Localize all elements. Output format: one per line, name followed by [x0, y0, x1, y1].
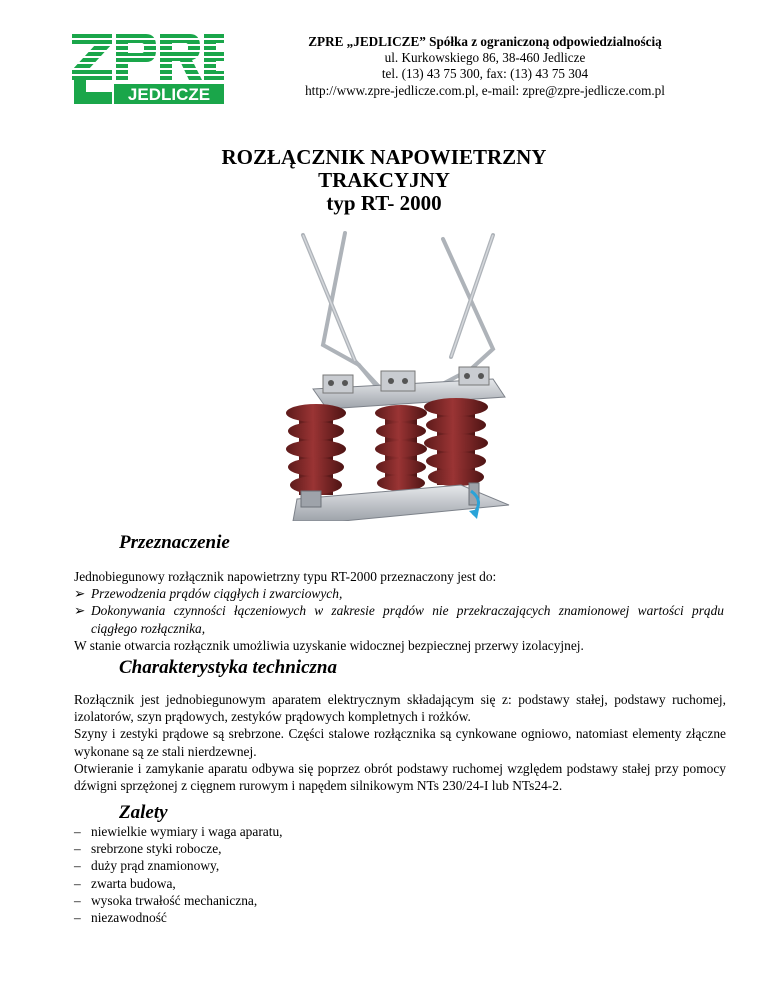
section-heading-zalety: Zalety [119, 802, 168, 823]
company-web[interactable]: http://www.zpre-jedlicze.com.pl, e-mail: zpre@zpre-jedlicze.com.pl [305, 82, 665, 98]
dash-bullet-icon: – [74, 841, 81, 857]
list-item: – duży prąd znamionowy, [74, 858, 220, 874]
company-header [250, 34, 720, 99]
dash-bullet-icon: – [74, 858, 81, 874]
list-item: ➢ Dokonywania czynności łączeniowych w zakresie prądów nie przekraczających znamionowej wartości prądu ciągłego rozłącznika, [74, 603, 724, 636]
list-item: – niewielkie wymiary i waga aparatu, [74, 824, 283, 839]
charakterystyka-paragraph: Rozłącznik jest jednobiegunowym aparatem elektrycznym składającym się z: podstawy stałej, podstawy ruchomej, izolatorów, szyn prądowych, zestyków prądowych kompletnych i rożków. [74, 692, 726, 725]
dash-bullet-icon: – [74, 892, 81, 908]
company-phone: tel. (13) 43 75 300, fax: (13) 43 75 304 [381, 66, 589, 82]
document-title [0, 146, 768, 215]
title-line-3: typ RT- 2000 [326, 191, 442, 215]
logo-jedlicze-text: JEDLICZE [127, 85, 211, 104]
title-line-2: TRAKCYJNY [318, 168, 450, 192]
przeznaczenie-intro: Jednobiegunowy rozłącznik napowietrzny typu RT-2000 przeznaczony jest do: [74, 569, 497, 584]
company-address: ul. Kurkowskiego 86, 38-460 Jedlicze [384, 50, 586, 66]
dash-bullet-icon: – [74, 875, 81, 891]
section-heading-przeznaczenie: Przeznaczenie [119, 532, 230, 553]
switch-disconnector-illustration [283, 229, 515, 521]
section-zalety [74, 823, 474, 926]
company-name: ZPRE „JEDLICZE” Spółka z ograniczoną odpowiedzialnością [308, 34, 662, 49]
list-item: – wysoka trwałość mechaniczna, [74, 892, 258, 908]
przeznaczenie-outro: W stanie otwarcia rozłącznik umożliwia uzyskanie widocznej bezpiecznej przerwy izolacyjnej. [74, 637, 584, 653]
title-line-1: ROZŁĄCZNIK NAPOWIETRZNY [221, 145, 547, 169]
company-logo [72, 34, 224, 104]
list-item: – niezawodność [74, 910, 167, 926]
dash-bullet-icon: – [74, 824, 81, 839]
section-przeznaczenie [74, 568, 724, 654]
section-heading-charakterystyka: Charakterystyka techniczna [119, 657, 337, 678]
charakterystyka-paragraph: Otwieranie i zamykanie aparatu odbywa się poprzez obrót podstawy ruchomej względem podstawy stałej przy pomocy dźwigni sprzężonej z cięgnem rurowym i napędem silnikowym NTs 230/24-I lub NTs24-2. [74, 760, 726, 794]
list-item: – srebrzone styki robocze, [74, 841, 222, 857]
charakterystyka-paragraph: Szyny i zestyki prądowe są srebrzone. Części stalowe rozłącznika są cynkowane ogniowo, natomiast elementy złączne wykonane są ze stali nierdzewnej. [74, 726, 726, 759]
list-item: ➢ Przewodzenia prądów ciągłych i zwarciowych, [74, 586, 343, 602]
arrow-bullet-icon: ➢ [74, 586, 86, 602]
section-charakterystyka [74, 691, 726, 794]
list-item: – zwarta budowa, [74, 875, 176, 891]
arrow-bullet-icon: ➢ [74, 603, 86, 619]
dash-bullet-icon: – [74, 910, 81, 926]
